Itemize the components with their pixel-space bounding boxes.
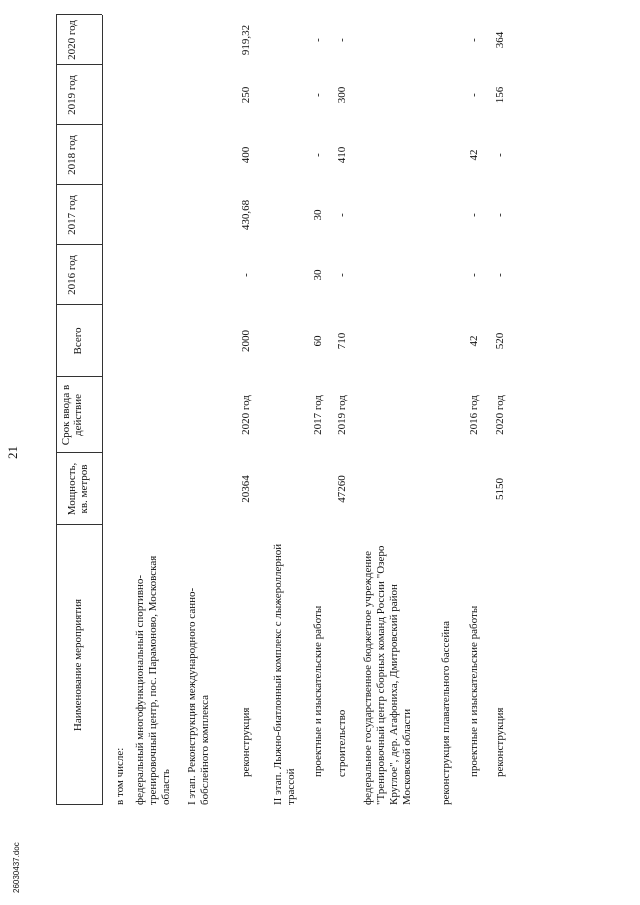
row-9-2020: - [468, 38, 480, 42]
row-3-2019: 250 [240, 86, 252, 104]
row-3-capacity: 20364 [240, 475, 252, 503]
row-3-2016: - [240, 273, 252, 277]
row-9-2019: - [468, 93, 480, 97]
row-0-name: в том числе: [114, 747, 126, 805]
row-5-total: 60 [312, 335, 324, 347]
col-divider [56, 452, 102, 453]
header-bottom-border [102, 15, 103, 805]
row-3-term: 2020 год [240, 395, 252, 435]
table [56, 15, 576, 805]
row-6-term: 2019 год [336, 395, 348, 435]
row-6-2016: - [336, 273, 348, 277]
row-4-name: II этап. Лыжно-биатлонный комплекс с лыжероллерной трассой [272, 543, 297, 805]
row-9-2018: 42 [468, 149, 480, 161]
row-6-total: 710 [336, 332, 348, 350]
row-6-2019: 300 [336, 86, 348, 104]
row-5-2016: 30 [312, 269, 324, 281]
header-2020: 2020 год [66, 20, 78, 60]
col-divider [56, 124, 102, 125]
row-3-2020: 919,32 [240, 24, 252, 56]
col-divider [56, 14, 102, 15]
row-5-2020: - [312, 38, 324, 42]
row-10-2020: 364 [494, 31, 506, 49]
header-2018: 2018 год [66, 135, 78, 175]
row-9-total: 42 [468, 335, 480, 347]
row-6-name: строительство [336, 709, 348, 777]
row-8-name: реконструкция плавательного бассейна [440, 620, 452, 805]
document-id: 26030437.doc [12, 842, 21, 893]
row-1-name: федеральный многофункциональный спортивно-тренировочный центр, пос. Парамоново, Московская область [134, 555, 172, 805]
row-9-2016: - [468, 273, 480, 277]
row-7-name: федеральное государственное бюджетное учреждение "Тренировочный центр сборных команд России "Озеро Круглое", дер. Агафониха, Дмитровский район Московской области [362, 545, 413, 805]
col-divider [56, 184, 102, 185]
row-9-name: проектные и изыскательские работы [468, 605, 480, 777]
row-5-term: 2017 год [312, 395, 324, 435]
row-3-total: 2000 [240, 330, 252, 352]
header-capacity: Мощность, кв. метров [66, 462, 90, 516]
row-9-term: 2016 год [468, 395, 480, 435]
header-term: Срок ввода в действие [60, 384, 84, 446]
col-divider [56, 64, 102, 65]
row-10-2018: - [494, 153, 506, 157]
row-6-2020: - [336, 38, 348, 42]
row-2-name: I этап. Реконструкция международного санно-бобслейного комплекса [186, 587, 211, 805]
header-2017: 2017 год [66, 195, 78, 235]
row-6-2018: 410 [336, 146, 348, 164]
row-5-2017: 30 [312, 209, 324, 221]
page-number: 21 [5, 446, 20, 459]
col-divider [56, 244, 102, 245]
row-3-2018: 400 [240, 146, 252, 164]
table-top-border [56, 15, 57, 805]
row-5-2018: - [312, 153, 324, 157]
row-10-term: 2020 год [494, 395, 506, 435]
row-5-2019: - [312, 93, 324, 97]
row-10-capacity: 5150 [494, 478, 506, 500]
header-2016: 2016 год [66, 255, 78, 295]
row-6-2017: - [336, 213, 348, 217]
row-6-capacity: 47260 [336, 475, 348, 503]
header-total: Всего [72, 327, 84, 355]
row-3-2017: 430,68 [240, 199, 252, 231]
row-10-2016: - [494, 273, 506, 277]
row-9-2017: - [468, 213, 480, 217]
header-2019: 2019 год [66, 75, 78, 115]
col-divider [56, 304, 102, 305]
col-divider [56, 376, 102, 377]
row-10-total: 520 [494, 332, 506, 350]
row-10-2019: 156 [494, 86, 506, 104]
row-10-name: реконструкция [494, 707, 506, 777]
row-5-name: проектные и изыскательские работы [312, 605, 324, 777]
row-10-2017: - [494, 213, 506, 217]
row-3-name: реконструкция [240, 707, 252, 777]
header-name: Наименование мероприятия [72, 598, 84, 732]
